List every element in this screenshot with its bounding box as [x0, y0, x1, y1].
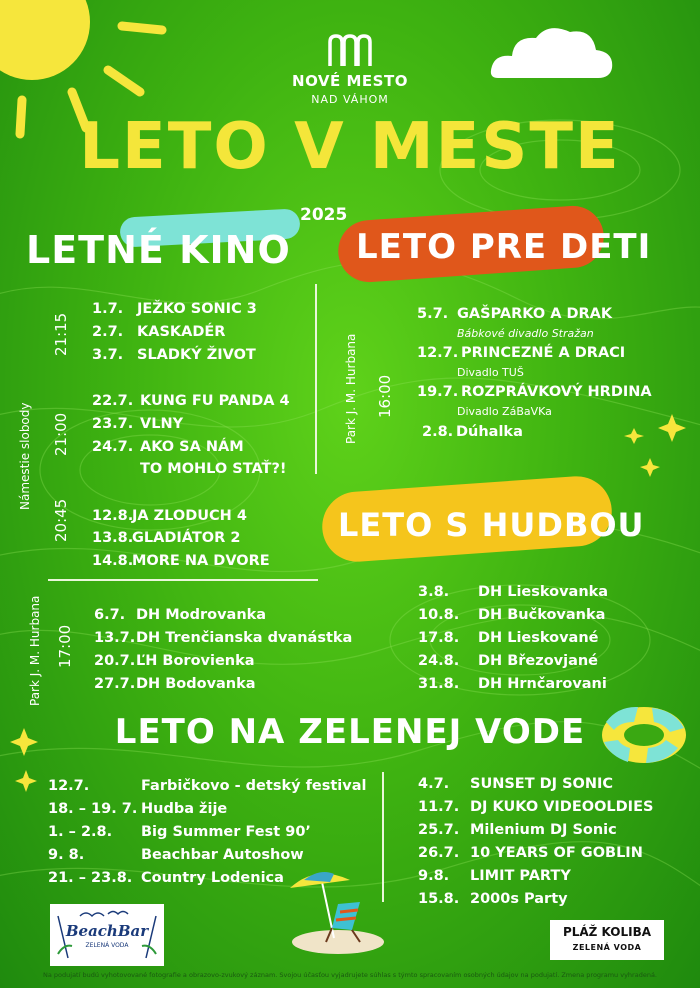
list-item-subtitle: Divadlo TUŠ: [457, 366, 524, 379]
deti-time: 16:00: [376, 374, 394, 418]
list-item: 2.8. Dúhalka: [422, 424, 523, 440]
list-item-continuation: TO MOHLO STAŤ?!: [140, 461, 287, 477]
kino-time-2: 21:00: [52, 412, 70, 456]
page-title: LETO V MESTE: [79, 110, 621, 184]
list-item: 12.8.JA ZLODUCH 4: [92, 508, 247, 524]
list-item: 9.8. LIMIT PARTY: [418, 868, 571, 884]
list-item: 12.7. Farbičkovo - detský festival: [48, 778, 367, 794]
kino-time-3: 20:45: [52, 498, 70, 542]
list-item: 23.7. VLNY: [92, 416, 184, 432]
disclaimer-text: Na podujatí budú vyhotovované fotografie a obrazovo-zvukový záznam. Svojou účasťou vyjadrujete súhlas s týmto spracovaním osobných údajov na podujatí. Zmena programu vyhradená.: [43, 971, 657, 979]
list-item: 15.8. 2000s Party: [418, 891, 568, 907]
beach-chair-icon: [286, 868, 388, 958]
list-item: 1.7. JEŽKO SONIC 3: [92, 301, 257, 317]
list-item: 19.7. ROZPRÁVKOVÝ HRDINA: [417, 384, 652, 400]
list-item: 24.8. DH Březovjané: [418, 653, 599, 669]
hudba-section-title: LETO S HUDBOU: [338, 506, 645, 544]
list-item: 9. 8. Beachbar Autoshow: [48, 847, 304, 863]
sparkle-icon: [622, 414, 692, 484]
divider-vertical-top: [315, 284, 317, 474]
plaz-koliba-logo: PLÁŽ KOLIBA ZELENÁ VODA: [550, 920, 664, 960]
list-item: 31.8. DH Hrnčarovani: [418, 676, 607, 692]
hudba-time: 17:00: [56, 624, 74, 668]
list-item: 13.7.DH Trenčianska dvanástka: [94, 630, 353, 646]
year-label: 2025: [300, 205, 348, 225]
list-item: 24.7. AKO SA NÁM: [92, 439, 244, 455]
list-item-subtitle: Divadlo ZáBaVKa: [457, 405, 552, 418]
cloud-icon: [488, 22, 618, 82]
city-name: NOVÉ MESTO: [292, 72, 408, 90]
city-logo-icon: [326, 34, 374, 68]
list-item: 22.7. KUNG FU PANDA 4: [92, 393, 290, 409]
deti-section-title: LETO PRE DETI: [356, 227, 652, 267]
voda-section-title: LETO NA ZELENEJ VODE: [114, 712, 586, 752]
list-item: 13.8.GLADIÁTOR 2: [92, 530, 241, 546]
list-item-subtitle: Bábkové divadlo Stražan: [457, 327, 594, 340]
list-item: 18. – 19. 7. Hudba žije: [48, 801, 228, 817]
list-item: 3.7. SLADKÝ ŽIVOT: [92, 347, 256, 363]
deti-location: Park J. M. Hurbana: [344, 333, 358, 444]
list-item: 17.8. DH Lieskované: [418, 630, 599, 646]
list-item: 10.8. DH Bučkovanka: [418, 607, 606, 623]
list-item: 26.7. 10 YEARS OF GOBLIN: [418, 845, 643, 861]
list-item: 27.7.DH Bodovanka: [94, 676, 256, 692]
kino-location: Námestie slobody: [18, 402, 32, 510]
list-item: 6.7. DH Modrovanka: [94, 607, 267, 623]
list-item: 11.7. DJ KUKO VIDEOOLDIES: [418, 799, 654, 815]
list-item: 25.7. Milenium DJ Sonic: [418, 822, 617, 838]
list-item: 1. – 2.8. Big Summer Fest 90’: [48, 824, 311, 840]
list-item: 14.8.MORE NA DVORE: [92, 553, 270, 569]
list-item: 4.7. SUNSET DJ SONIC: [418, 776, 614, 792]
list-item: 5.7. GAŠPARKO A DRAK: [417, 306, 613, 322]
kino-section-title: LETNÉ KINO: [26, 228, 291, 272]
list-item: 20.7.ĽH Borovienka: [94, 653, 255, 669]
list-item: 21. – 23.8. Country Lodenica: [48, 870, 284, 886]
hudba-location: Park J. M. Hurbana: [28, 595, 42, 706]
city-subtitle: NAD VÁHOM: [311, 93, 389, 106]
list-item: 3.8. DH Lieskovanka: [418, 584, 609, 600]
beachbar-logo: BeachBar ZELENÁ VODA: [50, 904, 164, 966]
kino-time-1: 21:15: [52, 312, 70, 356]
divider-horizontal: [48, 579, 318, 581]
list-item: 2.7. KASKADÉR: [92, 324, 226, 340]
list-item: 12.7. PRINCEZNÉ A DRACI: [417, 345, 626, 361]
